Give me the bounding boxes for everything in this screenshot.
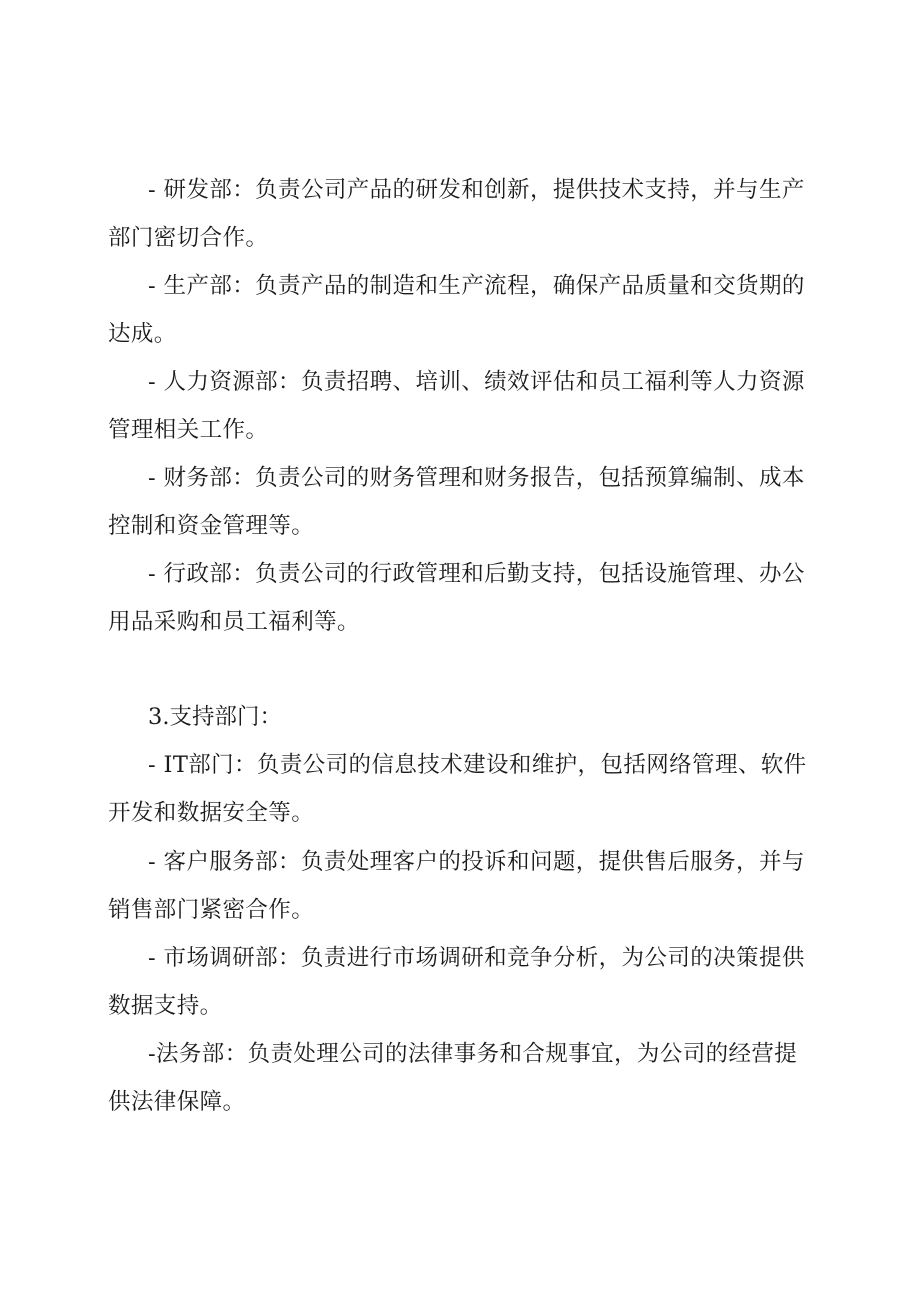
production-department-paragraph: - 生产部：负责产品的制造和生产流程，确保产品质量和交货期的达成。 [108, 273, 805, 347]
admin-department-paragraph: - 行政部：负责公司的行政管理和后勤支持，包括设施管理、办公用品采购和员工福利等。 [108, 561, 805, 635]
hr-department-paragraph: - 人力资源部：负责招聘、培训、绩效评估和员工福利等人力资源管理相关工作。 [108, 369, 805, 443]
finance-department-paragraph: - 财务部：负责公司的财务管理和财务报告，包括预算编制、成本控制和资金管理等。 [108, 465, 805, 539]
market-research-paragraph: - 市场调研部：负责进行市场调研和竞争分析，为公司的决策提供数据支持。 [108, 945, 805, 1019]
rd-department-paragraph: - 研发部：负责公司产品的研发和创新，提供技术支持，并与生产部门密切合作。 [108, 177, 805, 251]
legal-department-paragraph: -法务部：负责处理公司的法律事务和合规事宜，为公司的经营提供法律保障。 [108, 1041, 798, 1115]
customer-service-paragraph: - 客户服务部：负责处理客户的投诉和问题，提供售后服务，并与销售部门紧密合作。 [108, 849, 805, 923]
support-departments-heading: 3.支持部门： [148, 704, 282, 730]
it-department-paragraph: - IT部门：负责公司的信息技术建设和维护，包括网络管理、软件开发和数据安全等。 [108, 752, 807, 826]
